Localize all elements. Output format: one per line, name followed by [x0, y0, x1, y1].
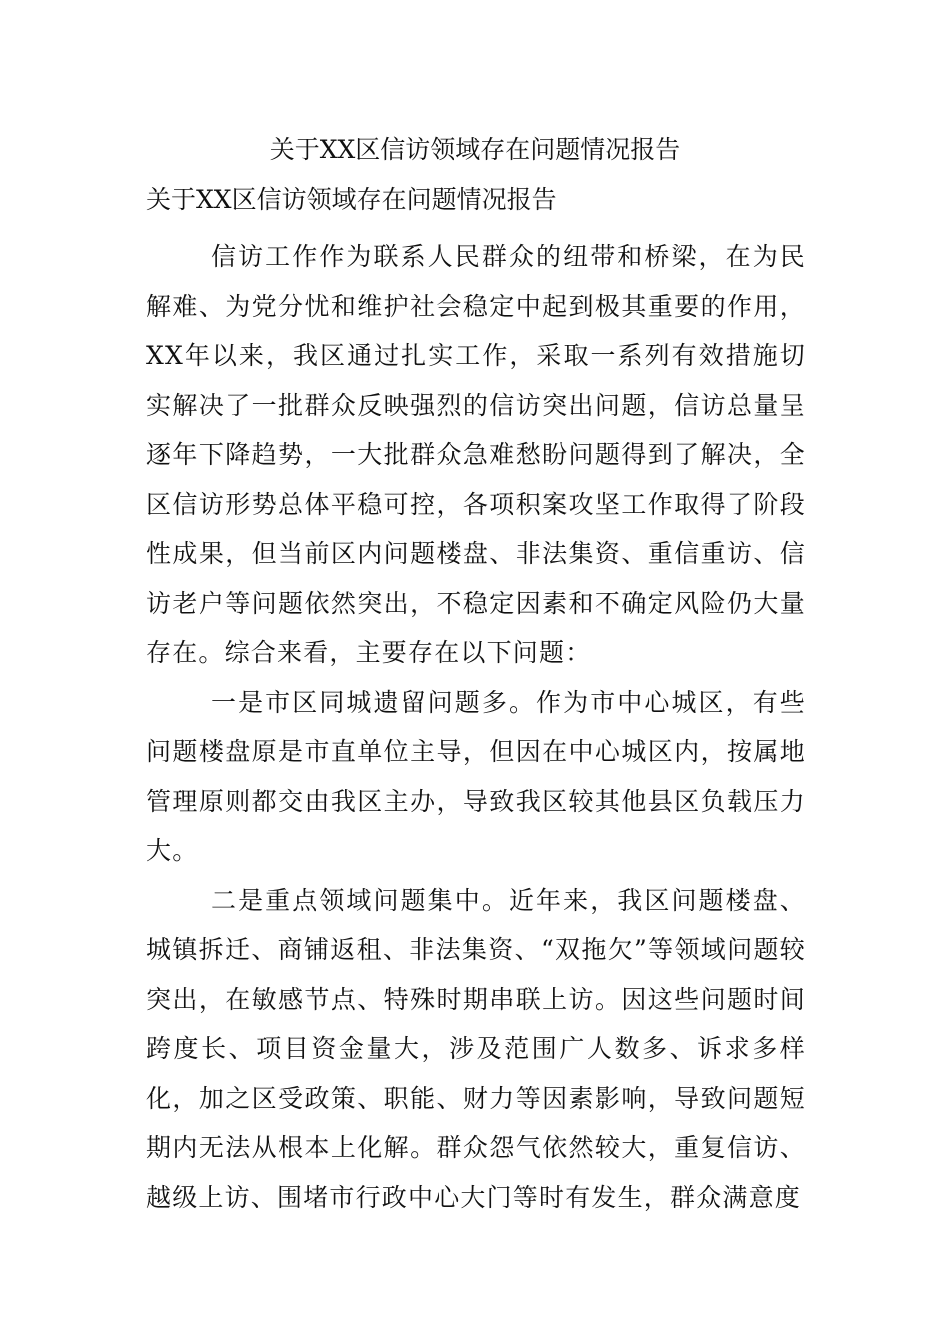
document-subtitle: 关于XX区信访领域存在问题情况报告 — [146, 185, 557, 214]
document-title: 关于XX区信访领域存在问题情况报告 — [269, 135, 681, 164]
document-body — [146, 232, 806, 1222]
paragraph-issue-two: 二是重点领域问题集中。近年来，我区问题楼盘、城镇拆迁、商铺返租、非法集资、“双拖欠”等领域问题较突出，在敏感节点、特殊时期串联上访。因这些问题时间跨度长、项目资金量大，涉及范围广人数多、诉求多样化，加之区受政策、职能、财力等因素影响，导致问题短期内无法从根本上化解。群众怨气依然较大，重复信访、越级上访、围堵市行政中心大门等时有发生，群众满意度 — [146, 885, 806, 1212]
paragraph-issue-one: 一是市区同城遗留问题多。作为市中心城区，有些问题楼盘原是市直单位主导，但因在中心城区内，按属地管理原则都交由我区主办，导致我区较其他县区负载压力大。 — [146, 687, 806, 865]
paragraph-intro: 信访工作作为联系人民群众的纽带和桥梁，在为民解难、为党分忧和维护社会稳定中起到极其重要的作用，XX年以来，我区通过扎实工作，采取一系列有效措施切实解决了一批群众反映强烈的信访突出问题，信访总量呈逐年下降趋势，一大批群众急难愁盼问题得到了解决，全区信访形势总体平稳可控，各项积案攻坚工作取得了阶段性成果，但当前区内问题楼盘、非法集资、重信重访、信访老户等问题依然突出，不稳定因素和不确定风险仍大量存在。综合来看，主要存在以下问题： — [146, 242, 806, 667]
